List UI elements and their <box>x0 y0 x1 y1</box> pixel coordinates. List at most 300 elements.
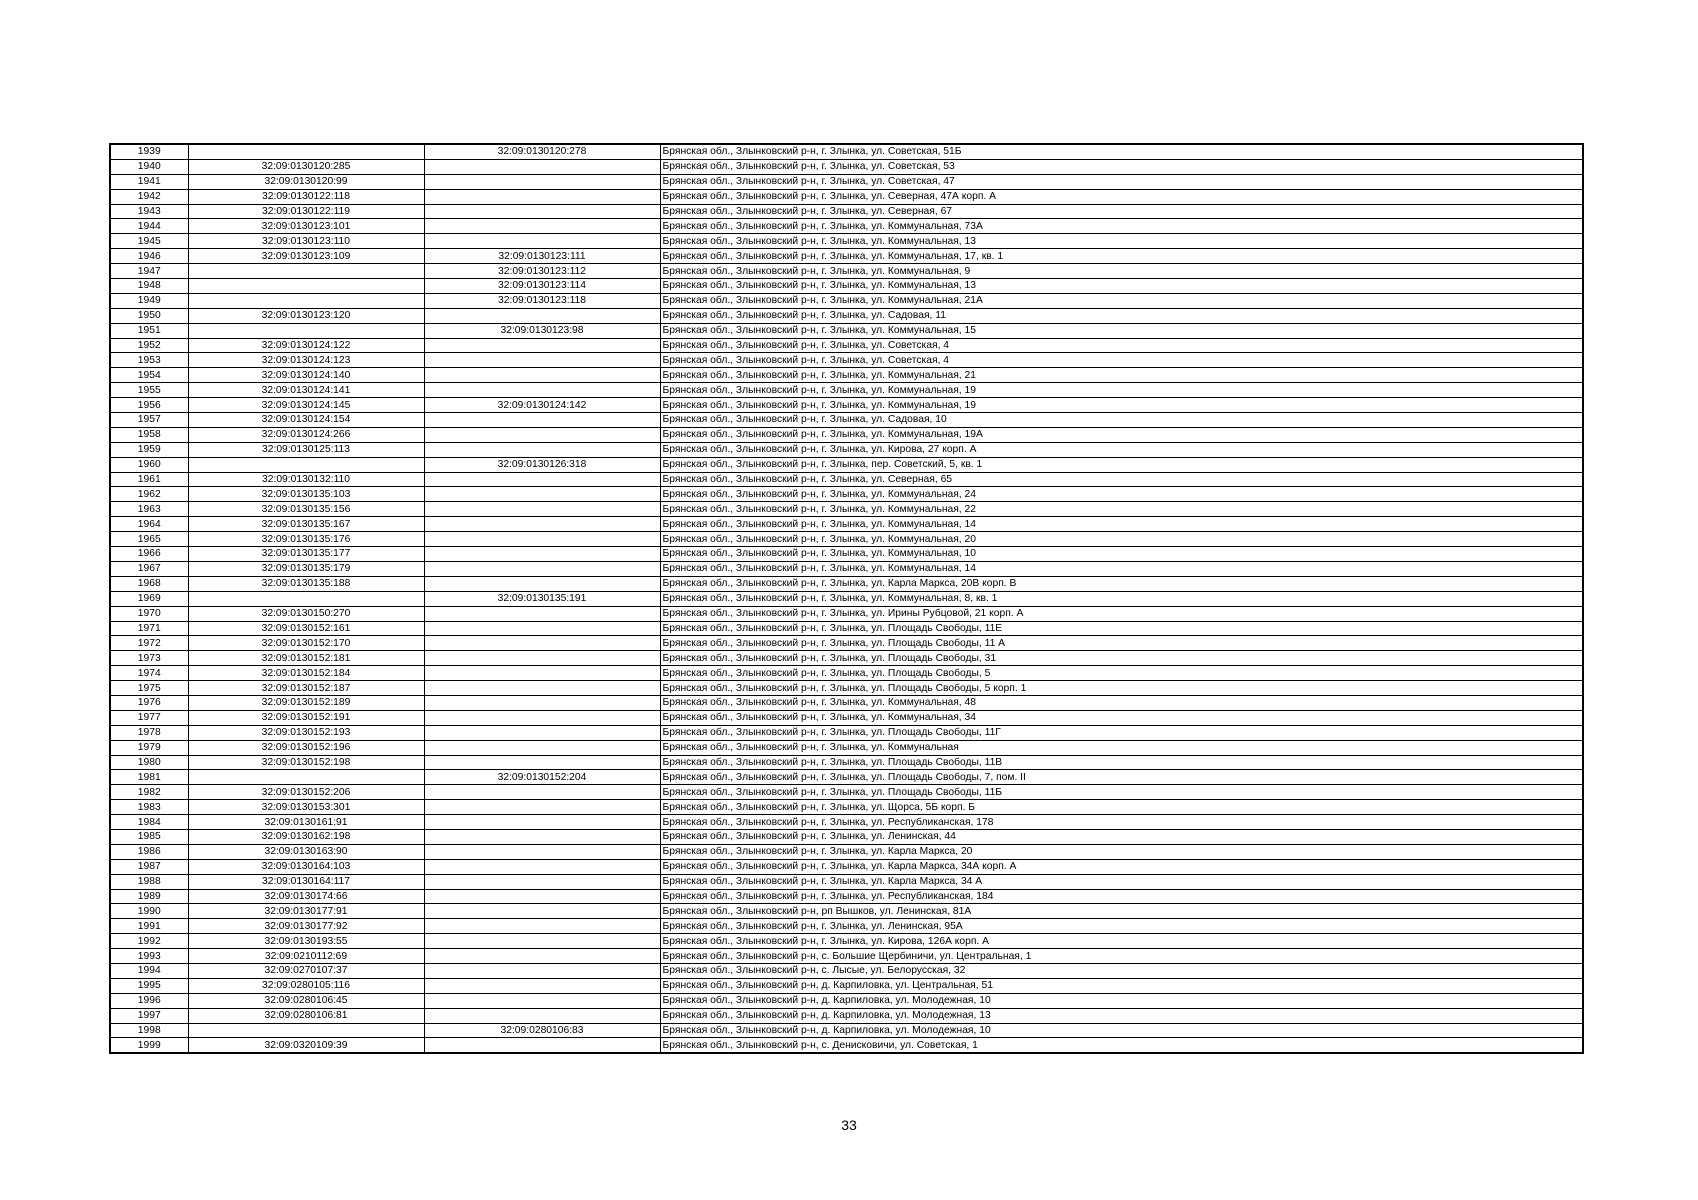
address-cell: Брянская обл., Злынковский р-н, г. Злынка, ул. Площадь Свободы, 11Г <box>660 725 1583 740</box>
table-row <box>110 710 1583 725</box>
related-cadastral-number-cell <box>424 844 660 859</box>
address-cell: Брянская обл., Злынковский р-н, г. Злынка, ул. Коммунальная, 73А <box>660 219 1583 234</box>
row-number-cell: 1942 <box>110 189 188 204</box>
row-number-cell: 1947 <box>110 264 188 279</box>
table-row <box>110 398 1583 413</box>
related-cadastral-number-cell: 32:09:0130126:318 <box>424 457 660 472</box>
cadastral-number-cell: 32:09:0130124:145 <box>188 398 424 413</box>
related-cadastral-number-cell <box>424 338 660 353</box>
related-cadastral-number-cell <box>424 189 660 204</box>
table-row <box>110 963 1583 978</box>
related-cadastral-number-cell <box>424 159 660 174</box>
address-cell: Брянская обл., Злынковский р-н, г. Злынка, ул. Площадь Свободы, 11В <box>660 755 1583 770</box>
related-cadastral-number-cell: 32:09:0130123:112 <box>424 264 660 279</box>
row-number-cell: 1989 <box>110 889 188 904</box>
row-number-cell: 1986 <box>110 844 188 859</box>
related-cadastral-number-cell <box>424 651 660 666</box>
related-cadastral-number-cell <box>424 576 660 591</box>
address-cell: Брянская обл., Злынковский р-н, с. Денисковичи, ул. Советская, 1 <box>660 1038 1583 1053</box>
table-row <box>110 651 1583 666</box>
cadastral-number-cell: 32:09:0130152:189 <box>188 695 424 710</box>
cadastral-number-cell: 32:09:0130123:120 <box>188 308 424 323</box>
address-cell: Брянская обл., Злынковский р-н, г. Злынка, ул. Северная, 67 <box>660 204 1583 219</box>
related-cadastral-number-cell <box>424 636 660 651</box>
table-row <box>110 547 1583 562</box>
row-number-cell: 1949 <box>110 293 188 308</box>
table-row <box>110 413 1583 428</box>
address-cell: Брянская обл., Злынковский р-н, г. Злынка, ул. Кирова, 27 корп. А <box>660 442 1583 457</box>
row-number-cell: 1984 <box>110 815 188 830</box>
related-cadastral-number-cell <box>424 472 660 487</box>
cadastral-number-cell: 32:09:0130152:191 <box>188 710 424 725</box>
related-cadastral-number-cell <box>424 874 660 889</box>
cadastral-number-cell: 32:09:0130123:110 <box>188 234 424 249</box>
cadastral-number-cell: 32:09:0130152:187 <box>188 681 424 696</box>
related-cadastral-number-cell <box>424 695 660 710</box>
row-number-cell: 1965 <box>110 532 188 547</box>
table-row <box>110 874 1583 889</box>
row-number-cell: 1995 <box>110 978 188 993</box>
cadastral-number-cell: 32:09:0130177:92 <box>188 919 424 934</box>
related-cadastral-number-cell <box>424 889 660 904</box>
related-cadastral-number-cell <box>424 1008 660 1023</box>
row-number-cell: 1996 <box>110 993 188 1008</box>
address-cell: Брянская обл., Злынковский р-н, г. Злынка, ул. Советская, 47 <box>660 174 1583 189</box>
row-number-cell: 1948 <box>110 279 188 294</box>
related-cadastral-number-cell <box>424 502 660 517</box>
related-cadastral-number-cell: 32:09:0130123:98 <box>424 323 660 338</box>
table-row <box>110 993 1583 1008</box>
related-cadastral-number-cell <box>424 934 660 949</box>
address-cell: Брянская обл., Злынковский р-н, г. Злынка, ул. Советская, 53 <box>660 159 1583 174</box>
cadastral-number-cell: 32:09:0130193:55 <box>188 934 424 949</box>
address-cell: Брянская обл., Злынковский р-н, г. Злынка, ул. Коммунальная, 14 <box>660 517 1583 532</box>
address-cell: Брянская обл., Злынковский р-н, г. Злынка, ул. Коммунальная, 9 <box>660 264 1583 279</box>
cadastral-number-cell: 32:09:0130163:90 <box>188 844 424 859</box>
cadastral-number-cell: 32:09:0130164:103 <box>188 859 424 874</box>
cadastral-number-cell: 32:09:0130122:118 <box>188 189 424 204</box>
table-row <box>110 472 1583 487</box>
row-number-cell: 1951 <box>110 323 188 338</box>
row-number-cell: 1955 <box>110 383 188 398</box>
table-row <box>110 353 1583 368</box>
row-number-cell: 1998 <box>110 1023 188 1038</box>
row-number-cell: 1945 <box>110 234 188 249</box>
cadastral-number-cell: 32:09:0130124:141 <box>188 383 424 398</box>
related-cadastral-number-cell <box>424 904 660 919</box>
cadastral-number-cell <box>188 770 424 785</box>
cadastral-number-cell: 32:09:0130124:140 <box>188 368 424 383</box>
address-cell: Брянская обл., Злынковский р-н, г. Злынка, ул. Щорса, 5Б корп. Б <box>660 800 1583 815</box>
row-number-cell: 1973 <box>110 651 188 666</box>
cadastral-number-cell: 32:09:0130135:156 <box>188 502 424 517</box>
address-cell: Брянская обл., Злынковский р-н, д. Карпиловка, ул. Молодежная, 10 <box>660 993 1583 1008</box>
cadastral-number-cell: 32:09:0280105:116 <box>188 978 424 993</box>
related-cadastral-number-cell <box>424 725 660 740</box>
table-row <box>110 427 1583 442</box>
address-cell: Брянская обл., Злынковский р-н, г. Злынка, ул. Коммунальная, 21 <box>660 368 1583 383</box>
address-cell: Брянская обл., Злынковский р-н, д. Карпиловка, ул. Молодежная, 13 <box>660 1008 1583 1023</box>
address-cell: Брянская обл., Злынковский р-н, г. Злынка, ул. Республиканская, 184 <box>660 889 1583 904</box>
cadastral-number-cell: 32:09:0130177:91 <box>188 904 424 919</box>
address-cell: Брянская обл., Злынковский р-н, с. Лысые, ул. Белорусская, 32 <box>660 963 1583 978</box>
table-row <box>110 234 1583 249</box>
table-row <box>110 487 1583 502</box>
address-cell: Брянская обл., Злынковский р-н, г. Злынка, ул. Ирины Рубцовой, 21 корп. А <box>660 606 1583 621</box>
address-cell: Брянская обл., Злынковский р-н, рп Вышков, ул. Ленинская, 81А <box>660 904 1583 919</box>
cadastral-number-cell: 32:09:0130124:122 <box>188 338 424 353</box>
address-cell: Брянская обл., Злынковский р-н, г. Злынка, пер. Советский, 5, кв. 1 <box>660 457 1583 472</box>
row-number-cell: 1999 <box>110 1038 188 1053</box>
row-number-cell: 1968 <box>110 576 188 591</box>
address-cell: Брянская обл., Злынковский р-н, г. Злынка, ул. Площадь Свободы, 7, пом. II <box>660 770 1583 785</box>
cadastral-number-cell <box>188 591 424 606</box>
cadastral-number-cell: 32:09:0130123:109 <box>188 249 424 264</box>
row-number-cell: 1994 <box>110 963 188 978</box>
address-cell: Брянская обл., Злынковский р-н, г. Злынка, ул. Площадь Свободы, 5 корп. 1 <box>660 681 1583 696</box>
row-number-cell: 1956 <box>110 398 188 413</box>
related-cadastral-number-cell <box>424 174 660 189</box>
table-row <box>110 249 1583 264</box>
related-cadastral-number-cell <box>424 517 660 532</box>
table-row <box>110 561 1583 576</box>
address-cell: Брянская обл., Злынковский р-н, г. Злынка, ул. Северная, 47А корп. А <box>660 189 1583 204</box>
cadastral-number-cell: 32:09:0130135:177 <box>188 547 424 562</box>
cadastral-number-cell <box>188 144 424 159</box>
cadastral-number-cell: 32:09:0130162:198 <box>188 829 424 844</box>
cadastral-number-cell: 32:09:0130124:123 <box>188 353 424 368</box>
table-row <box>110 606 1583 621</box>
related-cadastral-number-cell: 32:09:0130123:118 <box>424 293 660 308</box>
related-cadastral-number-cell <box>424 710 660 725</box>
row-number-cell: 1981 <box>110 770 188 785</box>
cadastral-number-cell <box>188 1023 424 1038</box>
row-number-cell: 1991 <box>110 919 188 934</box>
cadastral-number-cell: 32:09:0130135:188 <box>188 576 424 591</box>
address-cell: Брянская обл., Злынковский р-н, г. Злынка, ул. Садовая, 11 <box>660 308 1583 323</box>
row-number-cell: 1946 <box>110 249 188 264</box>
row-number-cell: 1954 <box>110 368 188 383</box>
row-number-cell: 1997 <box>110 1008 188 1023</box>
cadastral-number-cell: 32:09:0280106:81 <box>188 1008 424 1023</box>
cadastral-number-cell: 32:09:0130152:161 <box>188 621 424 636</box>
table-row <box>110 174 1583 189</box>
table-row <box>110 279 1583 294</box>
row-number-cell: 1961 <box>110 472 188 487</box>
address-cell: Брянская обл., Злынковский р-н, г. Злынка, ул. Коммунальная, 22 <box>660 502 1583 517</box>
row-number-cell: 1953 <box>110 353 188 368</box>
table-row <box>110 800 1583 815</box>
table-row <box>110 144 1583 159</box>
address-cell: Брянская обл., Злынковский р-н, г. Злынка, ул. Карла Маркса, 20 <box>660 844 1583 859</box>
row-number-cell: 1982 <box>110 785 188 800</box>
related-cadastral-number-cell: 32:09:0130124:142 <box>424 398 660 413</box>
table-row <box>110 636 1583 651</box>
table-row <box>110 159 1583 174</box>
table-row <box>110 591 1583 606</box>
cadastral-number-cell: 32:09:0130120:285 <box>188 159 424 174</box>
related-cadastral-number-cell: 32:09:0130135:191 <box>424 591 660 606</box>
cadastral-number-cell: 32:09:0130152:206 <box>188 785 424 800</box>
table-row <box>110 293 1583 308</box>
address-cell: Брянская обл., Злынковский р-н, г. Злынка, ул. Советская, 4 <box>660 338 1583 353</box>
related-cadastral-number-cell <box>424 621 660 636</box>
address-cell: Брянская обл., Злынковский р-н, г. Злынка, ул. Коммунальная, 13 <box>660 279 1583 294</box>
related-cadastral-number-cell <box>424 829 660 844</box>
related-cadastral-number-cell <box>424 815 660 830</box>
related-cadastral-number-cell <box>424 204 660 219</box>
address-cell: Брянская обл., Злынковский р-н, с. Большие Щербиничи, ул. Центральная, 1 <box>660 949 1583 964</box>
address-cell: Брянская обл., Злынковский р-н, г. Злынка, ул. Коммунальная, 15 <box>660 323 1583 338</box>
related-cadastral-number-cell <box>424 487 660 502</box>
related-cadastral-number-cell <box>424 532 660 547</box>
cadastral-number-cell: 32:09:0130135:103 <box>188 487 424 502</box>
address-cell: Брянская обл., Злынковский р-н, г. Злынка, ул. Советская, 51Б <box>660 144 1583 159</box>
address-cell: Брянская обл., Злынковский р-н, д. Карпиловка, ул. Центральная, 51 <box>660 978 1583 993</box>
table-row <box>110 517 1583 532</box>
table-row <box>110 383 1583 398</box>
related-cadastral-number-cell: 32:09:0130123:111 <box>424 249 660 264</box>
row-number-cell: 1985 <box>110 829 188 844</box>
row-number-cell: 1969 <box>110 591 188 606</box>
row-number-cell: 1976 <box>110 695 188 710</box>
table-row <box>110 904 1583 919</box>
address-cell: Брянская обл., Злынковский р-н, г. Злынка, ул. Коммунальная, 21А <box>660 293 1583 308</box>
table-row <box>110 621 1583 636</box>
related-cadastral-number-cell: 32:09:0130152:204 <box>424 770 660 785</box>
address-cell: Брянская обл., Злынковский р-н, г. Злынка, ул. Коммунальная, 17, кв. 1 <box>660 249 1583 264</box>
table-row <box>110 1023 1583 1038</box>
cadastral-number-cell: 32:09:0130132:110 <box>188 472 424 487</box>
table-row <box>110 695 1583 710</box>
row-number-cell: 1940 <box>110 159 188 174</box>
table-row <box>110 934 1583 949</box>
table-row <box>110 264 1583 279</box>
related-cadastral-number-cell <box>424 308 660 323</box>
row-number-cell: 1992 <box>110 934 188 949</box>
cadastral-number-cell: 32:09:0280106:45 <box>188 993 424 1008</box>
table-row <box>110 859 1583 874</box>
address-cell: Брянская обл., Злынковский р-н, г. Злынка, ул. Кирова, 126А корп. А <box>660 934 1583 949</box>
row-number-cell: 1983 <box>110 800 188 815</box>
cadastral-number-cell: 32:09:0130152:196 <box>188 740 424 755</box>
table-row <box>110 323 1583 338</box>
table-row <box>110 978 1583 993</box>
row-number-cell: 1944 <box>110 219 188 234</box>
row-number-cell: 1980 <box>110 755 188 770</box>
table-row <box>110 368 1583 383</box>
table-row <box>110 189 1583 204</box>
row-number-cell: 1987 <box>110 859 188 874</box>
row-number-cell: 1974 <box>110 666 188 681</box>
table-row <box>110 740 1583 755</box>
table-row <box>110 785 1583 800</box>
related-cadastral-number-cell <box>424 547 660 562</box>
related-cadastral-number-cell <box>424 1038 660 1053</box>
row-number-cell: 1967 <box>110 561 188 576</box>
cadastral-number-cell: 32:09:0320109:39 <box>188 1038 424 1053</box>
related-cadastral-number-cell <box>424 606 660 621</box>
table-row <box>110 815 1583 830</box>
table-row <box>110 755 1583 770</box>
row-number-cell: 1975 <box>110 681 188 696</box>
address-cell: Брянская обл., Злынковский р-н, г. Злынка, ул. Советская, 4 <box>660 353 1583 368</box>
table-row <box>110 949 1583 964</box>
row-number-cell: 1952 <box>110 338 188 353</box>
table-row <box>110 829 1583 844</box>
table-row <box>110 725 1583 740</box>
cadastral-number-cell: 32:09:0210112:69 <box>188 949 424 964</box>
related-cadastral-number-cell: 32:09:0130123:114 <box>424 279 660 294</box>
cadastral-number-cell: 32:09:0130152:184 <box>188 666 424 681</box>
row-number-cell: 1970 <box>110 606 188 621</box>
table-row <box>110 308 1583 323</box>
row-number-cell: 1963 <box>110 502 188 517</box>
cadastral-number-cell <box>188 279 424 294</box>
row-number-cell: 1962 <box>110 487 188 502</box>
registry-table <box>109 143 1584 1054</box>
registry-table-body <box>110 144 1583 1053</box>
cadastral-number-cell <box>188 293 424 308</box>
cadastral-number-cell: 32:09:0130135:176 <box>188 532 424 547</box>
address-cell: Брянская обл., Злынковский р-н, г. Злынка, ул. Коммунальная, 19 <box>660 383 1583 398</box>
address-cell: Брянская обл., Злынковский р-н, г. Злынка, ул. Площадь Свободы, 31 <box>660 651 1583 666</box>
cadastral-number-cell: 32:09:0130123:101 <box>188 219 424 234</box>
related-cadastral-number-cell <box>424 800 660 815</box>
table-row <box>110 532 1583 547</box>
table-row <box>110 770 1583 785</box>
table-row <box>110 442 1583 457</box>
cadastral-number-cell: 32:09:0130150:270 <box>188 606 424 621</box>
table-row <box>110 681 1583 696</box>
page-number: 33 <box>841 1117 857 1133</box>
row-number-cell: 1971 <box>110 621 188 636</box>
related-cadastral-number-cell <box>424 561 660 576</box>
cadastral-number-cell: 32:09:0270107:37 <box>188 963 424 978</box>
address-cell: Брянская обл., Злынковский р-н, г. Злынка, ул. Коммунальная, 19А <box>660 427 1583 442</box>
related-cadastral-number-cell <box>424 427 660 442</box>
row-number-cell: 1958 <box>110 427 188 442</box>
related-cadastral-number-cell: 32:09:0130120:278 <box>424 144 660 159</box>
address-cell: Брянская обл., Злынковский р-н, г. Злынка, ул. Республиканская, 178 <box>660 815 1583 830</box>
row-number-cell: 1990 <box>110 904 188 919</box>
address-cell: Брянская обл., Злынковский р-н, г. Злынка, ул. Коммунальная, 14 <box>660 561 1583 576</box>
row-number-cell: 1972 <box>110 636 188 651</box>
cadastral-number-cell: 32:09:0130164:117 <box>188 874 424 889</box>
address-cell: Брянская обл., Злынковский р-н, г. Злынка, ул. Площадь Свободы, 11 А <box>660 636 1583 651</box>
address-cell: Брянская обл., Злынковский р-н, г. Злынка, ул. Северная, 65 <box>660 472 1583 487</box>
row-number-cell: 1941 <box>110 174 188 189</box>
related-cadastral-number-cell <box>424 681 660 696</box>
related-cadastral-number-cell: 32:09:0280106:83 <box>424 1023 660 1038</box>
row-number-cell: 1959 <box>110 442 188 457</box>
row-number-cell: 1988 <box>110 874 188 889</box>
row-number-cell: 1950 <box>110 308 188 323</box>
table-row <box>110 666 1583 681</box>
address-cell: Брянская обл., Злынковский р-н, г. Злынка, ул. Ленинская, 44 <box>660 829 1583 844</box>
address-cell: Брянская обл., Злынковский р-н, г. Злынка, ул. Площадь Свободы, 11Б <box>660 785 1583 800</box>
address-cell: Брянская обл., Злынковский р-н, г. Злынка, ул. Садовая, 10 <box>660 413 1583 428</box>
cadastral-number-cell: 32:09:0130152:170 <box>188 636 424 651</box>
table-row <box>110 1008 1583 1023</box>
cadastral-number-cell: 32:09:0130153:301 <box>188 800 424 815</box>
table-row <box>110 502 1583 517</box>
row-number-cell: 1978 <box>110 725 188 740</box>
row-number-cell: 1966 <box>110 547 188 562</box>
table-row <box>110 457 1583 472</box>
address-cell: Брянская обл., Злынковский р-н, д. Карпиловка, ул. Молодежная, 10 <box>660 1023 1583 1038</box>
cadastral-number-cell <box>188 264 424 279</box>
cadastral-number-cell <box>188 323 424 338</box>
related-cadastral-number-cell <box>424 234 660 249</box>
row-number-cell: 1964 <box>110 517 188 532</box>
row-number-cell: 1979 <box>110 740 188 755</box>
address-cell: Брянская обл., Злынковский р-н, г. Злынка, ул. Коммунальная, 8, кв. 1 <box>660 591 1583 606</box>
cadastral-number-cell: 32:09:0130152:193 <box>188 725 424 740</box>
address-cell: Брянская обл., Злынковский р-н, г. Злынка, ул. Карла Маркса, 20В корп. В <box>660 576 1583 591</box>
table-row <box>110 844 1583 859</box>
cadastral-number-cell: 32:09:0130135:179 <box>188 561 424 576</box>
related-cadastral-number-cell <box>424 368 660 383</box>
address-cell: Брянская обл., Злынковский р-н, г. Злынка, ул. Коммунальная, 13 <box>660 234 1583 249</box>
row-number-cell: 1960 <box>110 457 188 472</box>
address-cell: Брянская обл., Злынковский р-н, г. Злынка, ул. Коммунальная <box>660 740 1583 755</box>
cadastral-number-cell: 32:09:0130152:198 <box>188 755 424 770</box>
related-cadastral-number-cell <box>424 740 660 755</box>
address-cell: Брянская обл., Злынковский р-н, г. Злынка, ул. Карла Маркса, 34 А <box>660 874 1583 889</box>
address-cell: Брянская обл., Злынковский р-н, г. Злынка, ул. Коммунальная, 10 <box>660 547 1583 562</box>
row-number-cell: 1993 <box>110 949 188 964</box>
related-cadastral-number-cell <box>424 353 660 368</box>
table-row <box>110 204 1583 219</box>
cadastral-number-cell: 32:09:0130124:266 <box>188 427 424 442</box>
cadastral-number-cell: 32:09:0130135:167 <box>188 517 424 532</box>
cadastral-number-cell: 32:09:0130124:154 <box>188 413 424 428</box>
address-cell: Брянская обл., Злынковский р-н, г. Злынка, ул. Площадь Свободы, 5 <box>660 666 1583 681</box>
related-cadastral-number-cell <box>424 993 660 1008</box>
related-cadastral-number-cell <box>424 219 660 234</box>
address-cell: Брянская обл., Злынковский р-н, г. Злынка, ул. Коммунальная, 24 <box>660 487 1583 502</box>
related-cadastral-number-cell <box>424 963 660 978</box>
table-row <box>110 919 1583 934</box>
table-row <box>110 576 1583 591</box>
table-row <box>110 1038 1583 1053</box>
row-number-cell: 1939 <box>110 144 188 159</box>
table-row <box>110 889 1583 904</box>
address-cell: Брянская обл., Злынковский р-н, г. Злынка, ул. Коммунальная, 34 <box>660 710 1583 725</box>
related-cadastral-number-cell <box>424 949 660 964</box>
cadastral-number-cell: 32:09:0130120:99 <box>188 174 424 189</box>
cadastral-number-cell: 32:09:0130125:113 <box>188 442 424 457</box>
row-number-cell: 1943 <box>110 204 188 219</box>
related-cadastral-number-cell <box>424 755 660 770</box>
cadastral-number-cell: 32:09:0130174:66 <box>188 889 424 904</box>
address-cell: Брянская обл., Злынковский р-н, г. Злынка, ул. Ленинская, 95А <box>660 919 1583 934</box>
row-number-cell: 1977 <box>110 710 188 725</box>
address-cell: Брянская обл., Злынковский р-н, г. Злынка, ул. Карла Маркса, 34А корп. А <box>660 859 1583 874</box>
cadastral-number-cell: 32:09:0130161:91 <box>188 815 424 830</box>
row-number-cell: 1957 <box>110 413 188 428</box>
cadastral-number-cell: 32:09:0130152:181 <box>188 651 424 666</box>
cadastral-number-cell <box>188 457 424 472</box>
related-cadastral-number-cell <box>424 442 660 457</box>
related-cadastral-number-cell <box>424 413 660 428</box>
table-row <box>110 219 1583 234</box>
address-cell: Брянская обл., Злынковский р-н, г. Злынка, ул. Коммунальная, 19 <box>660 398 1583 413</box>
related-cadastral-number-cell <box>424 859 660 874</box>
related-cadastral-number-cell <box>424 666 660 681</box>
related-cadastral-number-cell <box>424 383 660 398</box>
